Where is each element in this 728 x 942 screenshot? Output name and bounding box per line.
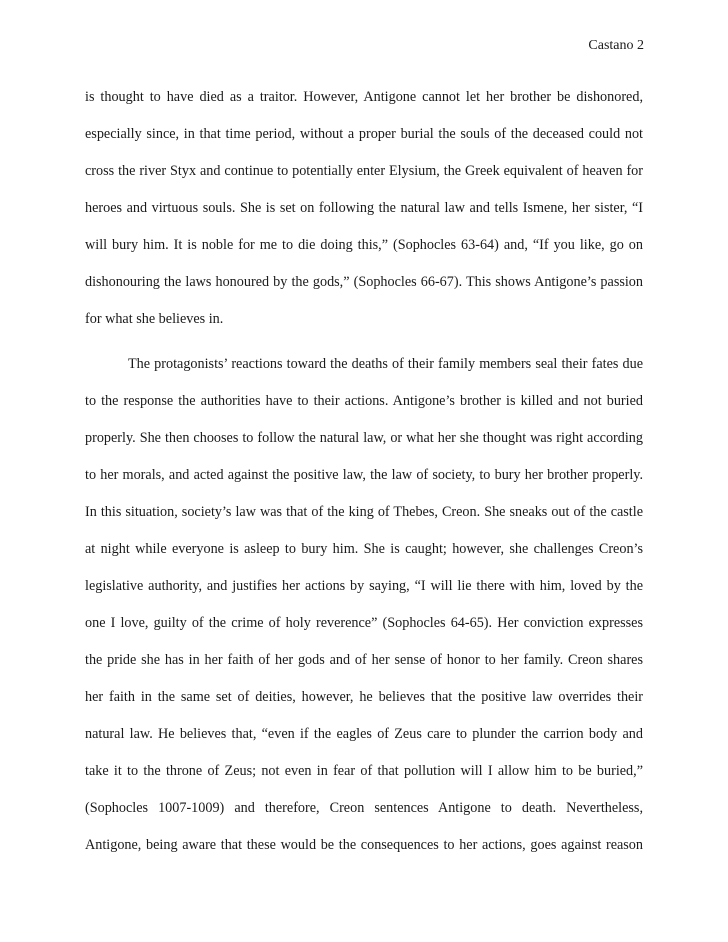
text-line: at night while everyone is asleep to bury him. She is caught; however, she challenges Creon’s — [85, 541, 643, 557]
text-line: to her morals, and acted against the positive law, the law of society, to bury her brother properly. — [85, 467, 643, 483]
text-line: heroes and virtuous souls. She is set on following the natural law and tells Ismene, her sister, “I — [85, 200, 643, 216]
text-line: the pride she has in her faith of her gods and of her sense of honor to her family. Creon shares — [85, 652, 643, 668]
text-line: her faith in the same set of deities, however, he believes that the positive law overrides their — [85, 689, 643, 705]
running-header: Castano 2 — [588, 38, 644, 53]
text-line: take it to the throne of Zeus; not even in fear of that pollution will I allow him to be buried,” — [85, 763, 643, 779]
text-line: cross the river Styx and continue to potentially enter Elysium, the Greek equivalent of heaven for — [85, 163, 643, 179]
text-line: Antigone, being aware that these would be the consequences to her actions, goes against reason — [85, 837, 643, 853]
text-line: properly. She then chooses to follow the natural law, or what her she thought was right according — [85, 430, 643, 446]
text-line: will bury him. It is noble for me to die doing this,” (Sophocles 63-64) and, “If you like, go on — [85, 237, 643, 253]
text-line: legislative authority, and justifies her actions by saying, “I will lie there with him, loved by the — [85, 578, 643, 594]
text-line: (Sophocles 1007-1009) and therefore, Creon sentences Antigone to death. Nevertheless, — [85, 800, 643, 816]
text-line: especially since, in that time period, without a proper burial the souls of the deceased could not — [85, 126, 643, 142]
text-line: The protagonists’ reactions toward the deaths of their family members seal their fates due — [128, 356, 643, 372]
text-line: is thought to have died as a traitor. However, Antigone cannot let her brother be dishonored, — [85, 89, 643, 105]
text-line: In this situation, society’s law was that of the king of Thebes, Creon. She sneaks out of the castle — [85, 504, 643, 520]
text-line: to the response the authorities have to their actions. Antigone’s brother is killed and not buried — [85, 393, 643, 409]
text-line: natural law. He believes that, “even if the eagles of Zeus care to plunder the carrion body and — [85, 726, 643, 742]
text-line: dishonouring the laws honoured by the gods,” (Sophocles 66-67). This shows Antigone’s passion — [85, 274, 643, 290]
text-line: one I love, guilty of the crime of holy reverence” (Sophocles 64-65). Her conviction expresses — [85, 615, 643, 631]
text-line: for what she believes in. — [85, 311, 224, 327]
